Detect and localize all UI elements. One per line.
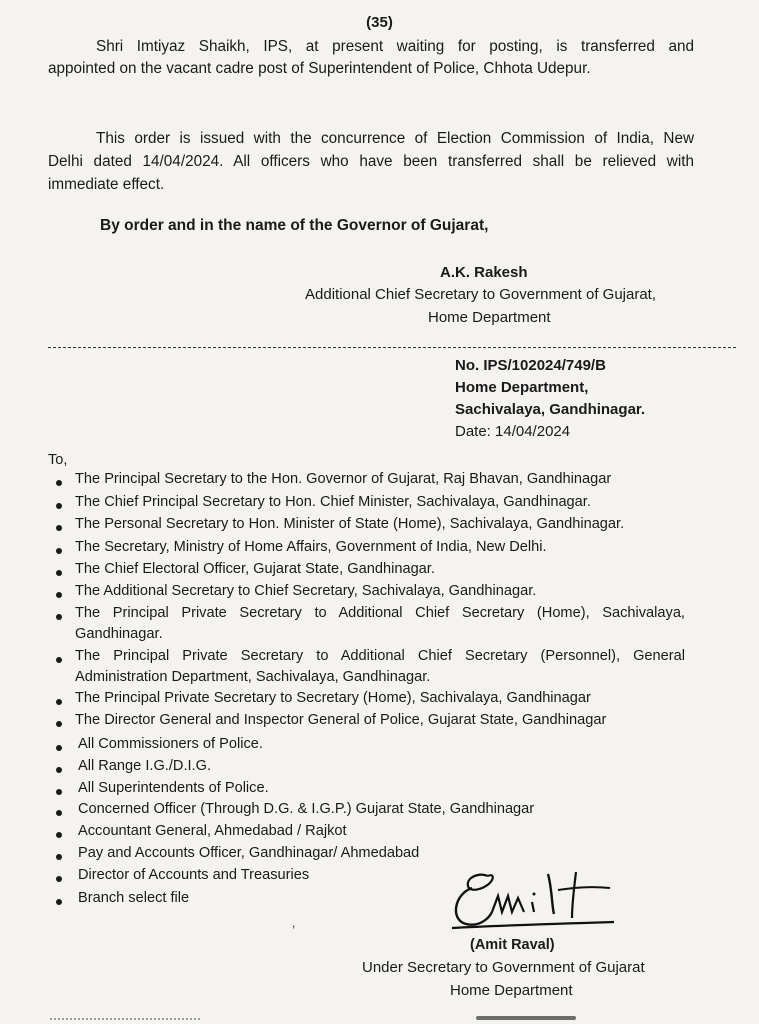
bullet-icon xyxy=(56,745,62,751)
to-label: To, xyxy=(48,452,68,468)
paragraph-line: Shri Imtiyaz Shaikh, IPS, at present waiting for posting, is transferred and xyxy=(96,38,694,55)
bullet-icon xyxy=(56,657,62,663)
list-item: The Principal Private Secretary to Additional Chief Secretary (Home), Sachivalaya, xyxy=(75,605,685,621)
paragraph-line: This order is issued with the concurrence of Election Commission of India, New xyxy=(96,130,694,147)
signatory2-name: (Amit Raval) xyxy=(470,937,555,953)
reference-date: Date: 14/04/2024 xyxy=(455,423,571,440)
signatory2-designation: Under Secretary to Government of Gujarat xyxy=(362,959,645,976)
scan-artifact xyxy=(476,1016,576,1020)
bullet-icon xyxy=(56,899,62,905)
bullet-icon xyxy=(56,854,62,860)
bullet-icon xyxy=(56,570,62,576)
bullet-icon xyxy=(56,548,62,554)
paragraph-line: appointed on the vacant cadre post of Superintendent of Police, Chhota Udepur. xyxy=(48,60,591,77)
list-item: All Superintendents of Police. xyxy=(78,780,269,796)
list-item: The Chief Electoral Officer, Gujarat State, Gandhinagar. xyxy=(75,561,435,577)
dashed-separator xyxy=(48,347,736,348)
stray-mark: , xyxy=(292,916,296,930)
list-item: Director of Accounts and Treasuries xyxy=(78,867,310,883)
reference-place: Sachivalaya, Gandhinagar. xyxy=(455,401,646,418)
list-item: The Additional Secretary to Chief Secretary, Sachivalaya, Gandhinagar. xyxy=(75,583,537,599)
list-item: Accountant General, Ahmedabad / Rajkot xyxy=(78,823,347,839)
bullet-icon xyxy=(56,525,62,531)
list-item-continuation: Gandhinagar. xyxy=(75,626,163,642)
bullet-icon xyxy=(56,614,62,620)
bullet-icon xyxy=(56,810,62,816)
list-item: Concerned Officer (Through D.G. & I.G.P.) Gujarat State, Gandhinagar xyxy=(78,801,535,817)
list-item: All Range I.G./D.I.G. xyxy=(78,758,212,774)
bullet-icon xyxy=(56,503,62,509)
bullet-icon xyxy=(56,721,62,727)
list-item: The Personal Secretary to Hon. Minister of State (Home), Sachivalaya, Gandhinagar. xyxy=(75,516,625,532)
list-item: The Principal Private Secretary to Additional Chief Secretary (Personnel), General xyxy=(75,648,685,664)
bullet-icon xyxy=(56,767,62,773)
page-number: (35) xyxy=(366,14,393,31)
bullet-icon xyxy=(56,876,62,882)
list-item: The Director General and Inspector General of Police, Gujarat State, Gandhinagar xyxy=(75,712,607,728)
scan-artifact xyxy=(50,1018,200,1023)
bullet-icon xyxy=(56,789,62,795)
order-line: By order and in the name of the Governor of Gujarat, xyxy=(100,217,489,234)
bullet-icon xyxy=(56,480,62,486)
list-item: Branch select file xyxy=(78,890,190,906)
list-item-continuation: Administration Department, Sachivalaya, Gandhinagar. xyxy=(75,669,431,685)
signatory-name: A.K. Rakesh xyxy=(440,264,528,281)
list-item: Pay and Accounts Officer, Gandhinagar/ Ahmedabad xyxy=(78,845,420,861)
list-item: The Secretary, Ministry of Home Affairs, Government of India, New Delhi. xyxy=(75,539,547,555)
paragraph-line: Delhi dated 14/04/2024. All officers who have been transferred shall be relieved with xyxy=(48,153,694,170)
handwritten-signature xyxy=(448,868,618,938)
list-item: The Principal Secretary to the Hon. Governor of Gujarat, Raj Bhavan, Gandhinagar xyxy=(75,471,612,487)
signatory-designation: Additional Chief Secretary to Government of Gujarat, xyxy=(305,286,657,303)
list-item: The Principal Private Secretary to Secretary (Home), Sachivalaya, Gandhinagar xyxy=(75,690,591,706)
bullet-icon xyxy=(56,832,62,838)
signatory2-department: Home Department xyxy=(450,982,573,999)
bullet-icon xyxy=(56,592,62,598)
paragraph-line: immediate effect. xyxy=(48,176,165,193)
reference-department: Home Department, xyxy=(455,379,589,396)
bullet-icon xyxy=(56,699,62,705)
list-item: All Commissioners of Police. xyxy=(78,736,263,752)
list-item: The Chief Principal Secretary to Hon. Chief Minister, Sachivalaya, Gandhinagar. xyxy=(75,494,591,510)
reference-number: No. IPS/102024/749/B xyxy=(455,357,606,374)
signatory-department: Home Department xyxy=(428,309,551,326)
